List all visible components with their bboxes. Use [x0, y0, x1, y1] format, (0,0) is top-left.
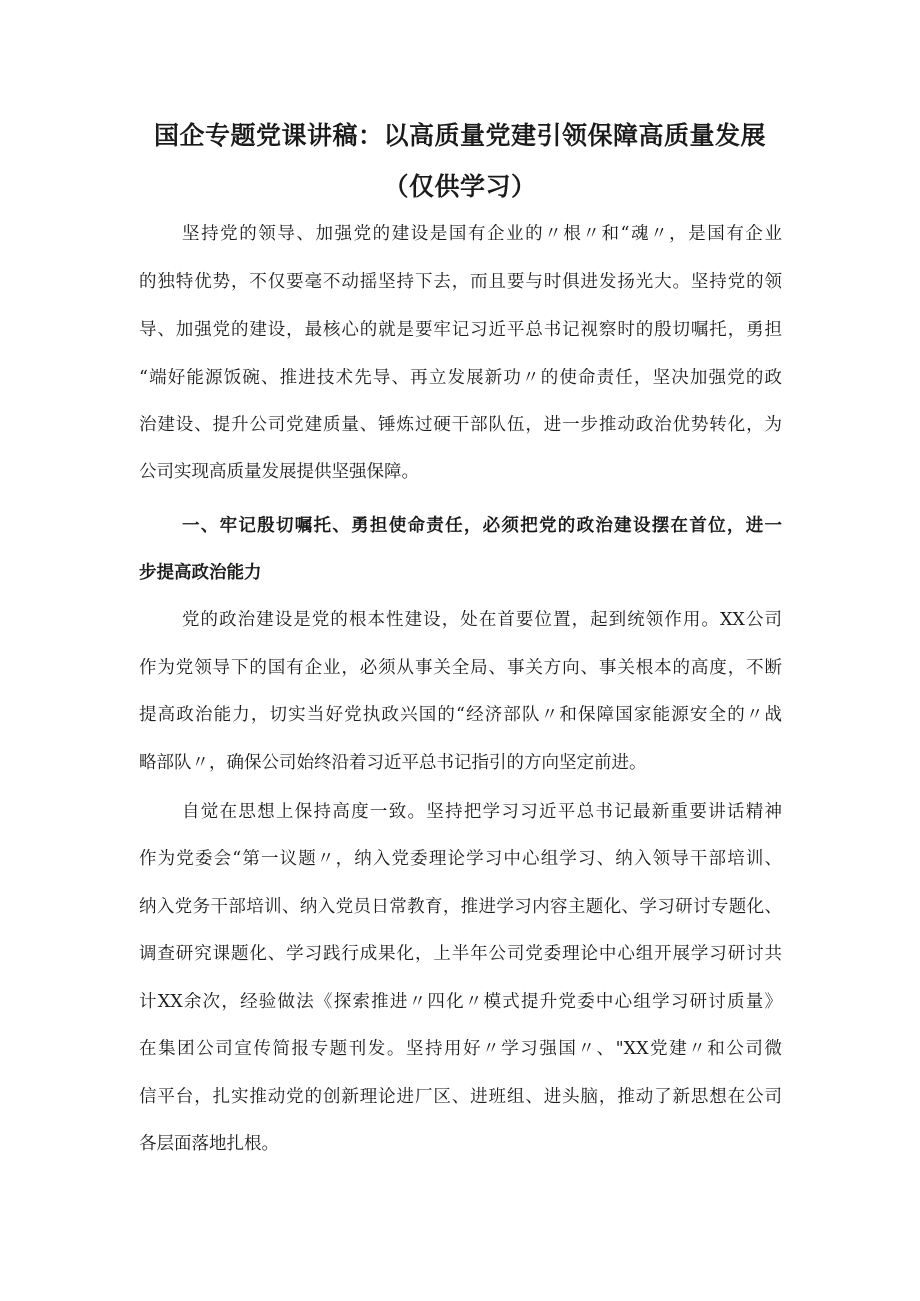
paragraph-line: “端好能源饭碗、推进技术先导、再立发展新功〃的使命责任，坚决加强党的政 — [139, 368, 782, 388]
section-heading: 一、牢记殷切嘱托、勇担使命责任，必须把党的政治建设摆在首位，进一 — [182, 516, 782, 536]
paragraph-line: 自觉在思想上保持高度一致。坚持把学习习近平总书记最新重要讲话精神 — [182, 802, 782, 822]
paragraph-line: 在集团公司宣传简报专题刊发。坚持用好〃学习强国〃、"XX党建〃和公司微 — [139, 1039, 782, 1059]
document-title: 国企专题党课讲稿：以高质量党建引领保障高质量发展 — [153, 121, 766, 150]
paragraph-line: 作为党领导下的国有企业，必须从事关全局、事关方向、事关根本的高度，不断 — [139, 658, 782, 678]
paragraph-line: 调查研究课题化、学习践行成果化，上半年公司党委理论中心组开展学习研讨共 — [139, 944, 782, 964]
paragraph-line: 治建设、提升公司党建质量、锤炼过硬干部队伍，进一步推动政治优势转化，为 — [139, 415, 782, 435]
paragraph-line: 的独特优势，不仅要毫不动摇坚持下去，而且要与时俱进发扬光大。坚持党的领 — [139, 272, 782, 292]
paragraph-line: 坚持党的领导、加强党的建设是国有企业的〃根〃和“魂〃，是国有企业 — [182, 224, 782, 244]
paragraph-line: 提高政治能力，切实当好党执政兴国的“经济部队〃和保障国家能源安全的〃战 — [139, 705, 782, 725]
paragraph-line: 纳入党务干部培训、纳入党员日常教育，推进学习内容主题化、学习研讨专题化、 — [139, 897, 782, 917]
paragraph-line: 公司实现高质量发展提供坚强保障。 — [139, 462, 419, 482]
document-subtitle: （仅供学习） — [383, 172, 537, 201]
paragraph-line: 党的政治建设是党的根本性建设，处在首要位置，起到统领作用。XX公司 — [182, 610, 782, 630]
paragraph-line: 计XX余次，经验做法《探索推进〃四化〃模式提升党委中心组学习研讨质量》 — [139, 992, 782, 1012]
paragraph-line: 信平台，扎实推动党的创新理论进厂区、进班组、进头脑，推动了新思想在公司 — [139, 1087, 782, 1107]
paragraph-line: 作为党委会“第一议题〃，纳入党委理论学习中心组学习、纳入领导干部培训、 — [139, 849, 782, 869]
paragraph-line: 各层面落地扎根。 — [139, 1134, 279, 1154]
paragraph-line: 略部队〃，确保公司始终沿着习近平总书记指引的方向坚定前进。 — [139, 753, 647, 773]
section-heading: 步提高政治能力 — [139, 563, 262, 583]
paragraph-line: 导、加强党的建设，最核心的就是要牢记习近平总书记视察时的殷切嘱托，勇担 — [139, 320, 782, 340]
